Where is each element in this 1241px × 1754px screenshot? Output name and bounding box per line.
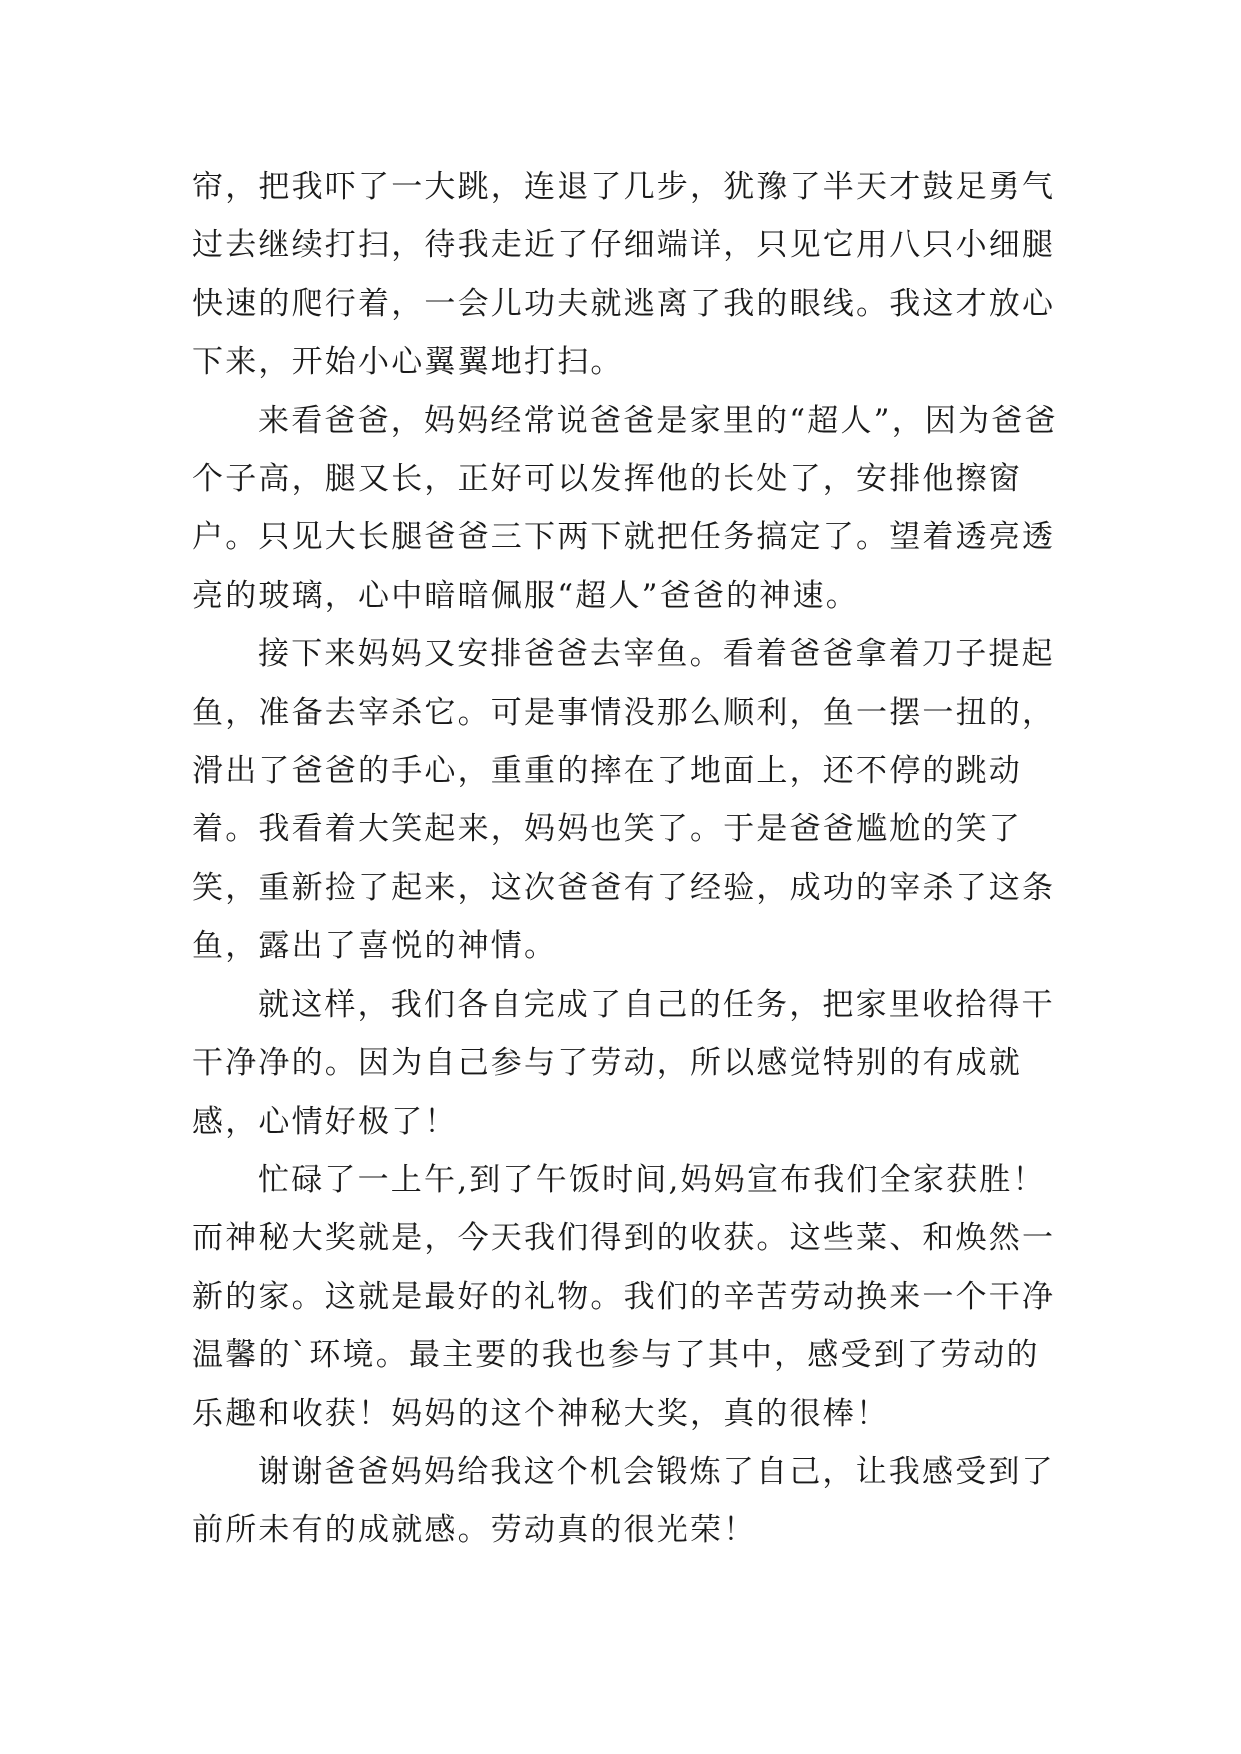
paragraph-4: 就这样，我们各自完成了自己的任务，把家里收拾得干干净净的。因为自己参与了劳动，所以感觉特别的有成就感，心情好极了！ <box>192 986 1055 1140</box>
paragraph-2: 来看爸爸，妈妈经常说爸爸是家里的“超人”，因为爸爸个子高，腿又长，正好可以发挥他的长处了，安排他擦窗户。只见大长腿爸爸三下两下就把任务搞定了。望着透亮透亮的玻璃，心中暗暗佩服“超人”爸爸的神速。 <box>192 402 1058 614</box>
paragraph-3: 接下来妈妈又安排爸爸去宰鱼。看着爸爸拿着刀子提起鱼，准备去宰杀它。可是事情没那么顺利，鱼一摆一扭的，滑出了爸爸的手心，重重的摔在了地面上，还不停的跳动着。我看着大笑起来，妈妈也笑了。于是爸爸尴尬的笑了笑，重新捡了起来，这次爸爸有了经验，成功的宰杀了这条鱼，露出了喜悦的神情。 <box>192 636 1056 965</box>
document-body <box>192 158 1062 1560</box>
paragraph-5: 忙碌了一上午,到了午饭时间,妈妈宣布我们全家获胜！而神秘大奖就是，今天我们得到的收获。这些菜、和焕然一新的家。这就是最好的礼物。我们的辛苦劳动换来一个干净温馨的`环境。最主要的我也参与了其中，感受到了劳动的乐趣和收获！妈妈的这个神秘大奖，真的很棒！ <box>192 1161 1056 1432</box>
paragraph-6: 谢谢爸爸妈妈给我这个机会锻炼了自己，让我感受到了前所未有的成就感。劳动真的很光荣！ <box>192 1453 1055 1549</box>
paragraph-1: 帘，把我吓了一大跳，连退了几步，犹豫了半天才鼓足勇气过去继续打扫，待我走近了仔细端详，只见它用八只小细腿快速的爬行着，一会儿功夫就逃离了我的眼线。我这才放心下来，开始小心翼翼地打扫。 <box>192 169 1056 381</box>
